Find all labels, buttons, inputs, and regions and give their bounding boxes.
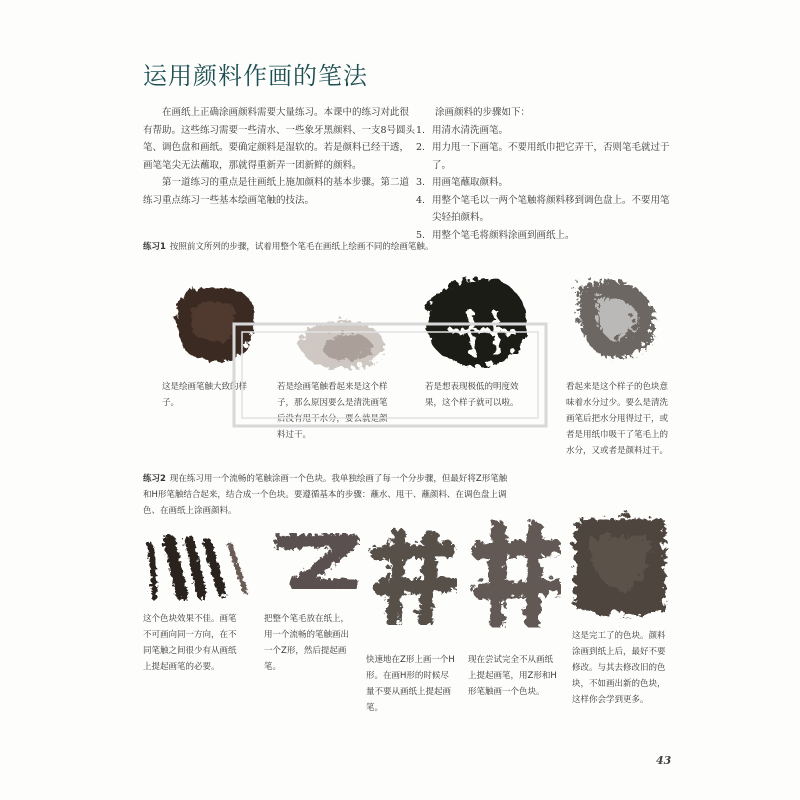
steps-list <box>416 122 671 245</box>
exercise-2-caption-4: 现在尝试完全不从画纸上提起画笔，用Z形和H形笔触画一个色块。 <box>468 655 557 697</box>
step-item: 1. 用清水清洗画笔。 <box>416 124 509 136</box>
page-title: 运用颜料作画的笔法 <box>143 62 368 90</box>
ink-z-stroke-image <box>265 528 360 598</box>
step-item: 4. 用整个笔毛以一两个笔触将颜料移到调色盘上。不要用笔尖轻拍颜料。 <box>416 194 670 223</box>
steps-heading: 涂画颜料的步骤如下： <box>435 107 531 118</box>
steps-block <box>416 104 671 244</box>
intro-paragraph-2: 第一道练习的重点是往画纸上施加颜料的基本步骤。第二道练习重点练习一些基本绘画笔触的技法。 <box>143 177 410 206</box>
exercise-1-label: 练习1 <box>143 242 166 252</box>
exercise-2-caption-2: 把整个笔毛放在纸上，用一个流畅的笔触画出一个Z形，然后提起画笔。 <box>264 614 350 672</box>
ink-wash-2-image <box>285 305 390 375</box>
exercise-2-caption-1: 这个色块效果不佳。画笔不可画向同一方向，在不同笔触之间很少有从画纸上提起画笔的必要。 <box>143 614 237 672</box>
exercise-1-caption-4: 看起来是这个样子的色块意味着水分过少。要么是清洗画笔后把水分甩得过干，或者是用纸巾吸干了笔毛上的水分，又或者是颜料过干。 <box>566 382 669 456</box>
exercise-1-heading <box>143 239 663 255</box>
exercise-1-caption-3: 若是想表现极低的明度效果，这个样子就可以啦。 <box>425 382 519 408</box>
step-item: 5. 用整个笔毛将颜料涂画到画纸上。 <box>416 229 575 241</box>
exercise-2-caption-3: 快速地在Z形上画一个H形。在画H形的时候尽量不要从画纸上提起画笔。 <box>366 655 455 713</box>
ink-strokes-1-image <box>140 533 260 603</box>
intro-text <box>143 104 418 209</box>
exercise-2-caption-5: 这是完工了的色块。颜料涂画到纸上后，最好不要修改。与其去修改旧的色块，不如画出新的色块，这样你会学到更多。 <box>572 631 666 705</box>
ink-blot-1-image <box>160 275 265 365</box>
step-item: 2. 用力甩一下画笔。不要用纸巾把它弄干，否则笔毛就过于了。 <box>416 142 670 171</box>
exercise-1-caption-2: 若是绘画笔触看起来是这个样子，那么原因要么是清洗画笔后没有甩干水分，要么就是颜料过干。 <box>277 382 388 440</box>
exercise-2-text: 现在练习用一个流畅的笔触涂画一个色块。我单独绘画了每一个分步骤，但最好将Z形笔触和H形笔触结合起来，结合成一个色块。要遵循基本的步骤：蘸水、甩干、蘸颜料、在调色盘上调色、在画纸上涂画颜料。 <box>143 474 508 516</box>
ink-finished-block-image <box>565 508 670 623</box>
ink-zh-continuous-image <box>466 518 561 628</box>
exercise-1-text: 按照前文所列的步骤，试着用整个笔毛在画纸上绘画不同的绘画笔触。 <box>169 242 434 252</box>
step-item: 3. 用画笔蘸取颜料。 <box>416 177 509 188</box>
intro-paragraph-1: 在画纸上正确涂画颜料需要大量练习。本课中的练习对此很有帮助。这些练习需要一些清水、一些象牙黑颜料、一支8号圆头笔、调色盘和画纸。要确定颜料是湿软的。若是颜料已经干透，画笔笔尖无法蘸取，那就得重新弄一团新鲜的颜料。 <box>143 107 416 171</box>
exercise-1-caption-1: 这是绘画笔触大致的样子。 <box>162 382 248 408</box>
exercise-2-label: 练习2 <box>143 474 166 484</box>
ink-dark-3-image <box>418 268 533 368</box>
page-number: 43 <box>656 754 672 767</box>
ink-dry-4-image <box>560 265 670 365</box>
exercise-2-heading <box>143 471 513 519</box>
ink-zh-stroke-image <box>362 525 457 625</box>
